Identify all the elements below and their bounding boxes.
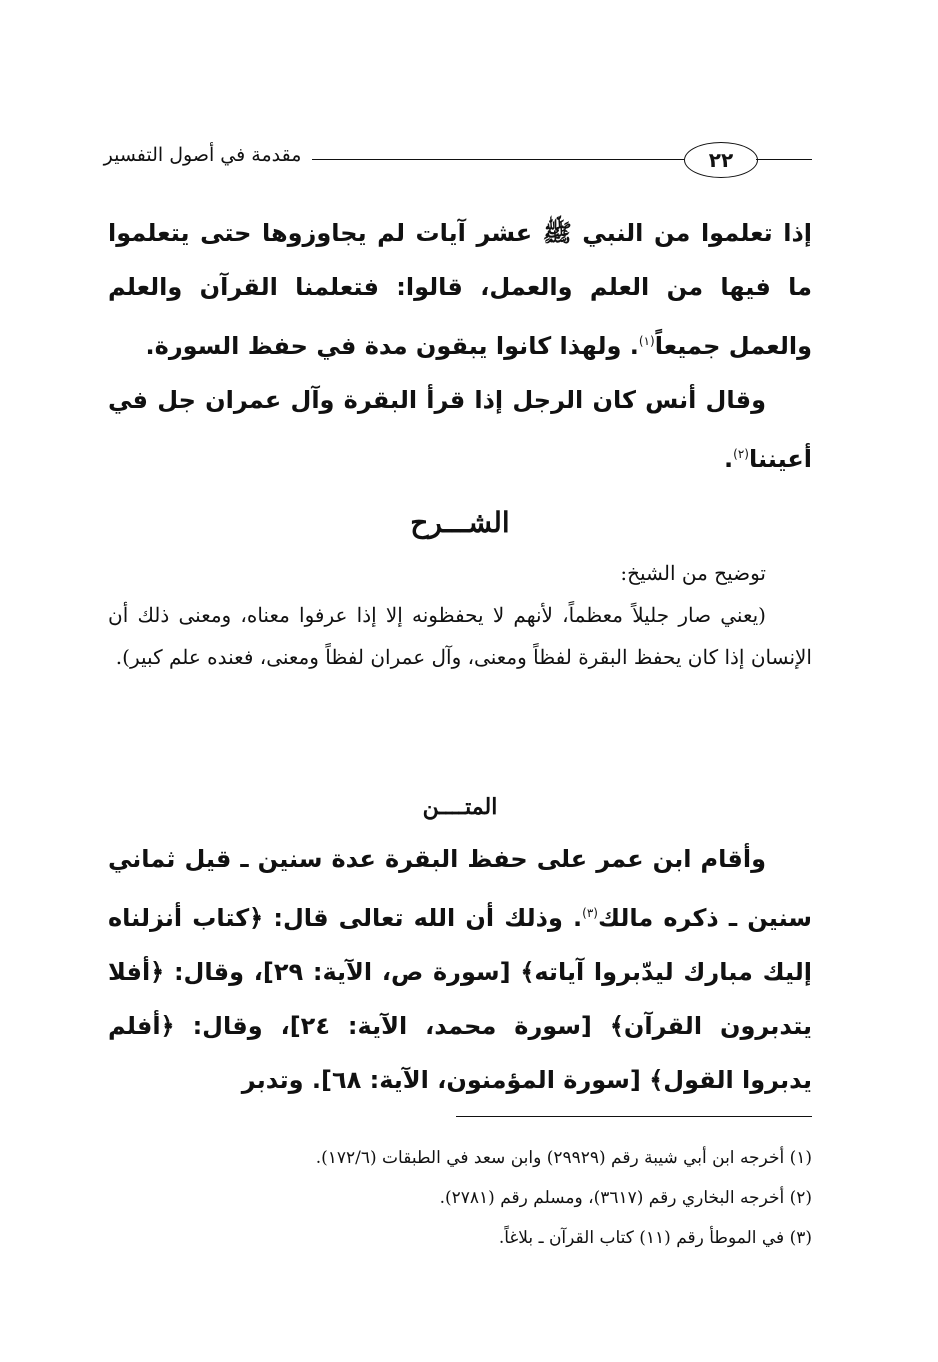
matn-paragraph-2: وقال أنس كان الرجل إذا قرأ البقرة وآل عمران جل في أعيننا$^{(٢)}$. bbox=[108, 386, 812, 473]
header-rule-left bbox=[312, 159, 684, 160]
matn-paragraph-1: إذا تعلموا من النبي ﷺ عشر آيات لم يجاوزوها حتى يتعلموا ما فيها من العلم والعمل، قالوا: فتعلمنا القرآن والعلم والعمل جميعاً$^{(١)}$. ولهذا كانوا يبقون مدة في حفظ السورة. bbox=[108, 219, 812, 360]
footnote-ref-1: (١) bbox=[638, 334, 655, 348]
matn-passage-2 bbox=[108, 832, 812, 1107]
running-title: مقدمة في أصول التفسير bbox=[103, 144, 302, 166]
sharh-passage bbox=[108, 552, 812, 678]
sharh-heading: الشـــرح bbox=[410, 506, 510, 539]
sharh-intro: توضيح من الشيخ: bbox=[620, 561, 766, 585]
sharh-body: (يعني صار جليلاً معظماً، لأنهم لا يحفظونه إلا إذا عرفوا معناه، ومعنى ذلك أن الإنسان إذا كان يحفظ البقرة لفظاً ومعنى، وآل عمران لفظاً ومعنى، فعنده علم كبير). bbox=[108, 603, 812, 669]
matn-heading: المتــــن bbox=[422, 794, 498, 820]
footnote-ref-3: (٣) bbox=[582, 906, 598, 920]
page-header bbox=[0, 140, 938, 180]
footnote-1: (١) أخرجه ابن أبي شيبة رقم (٢٩٩٢٩) وابن سعد في الطبقات (١٧٢/٦). bbox=[315, 1148, 812, 1168]
footnote-ref-2: (٢) bbox=[733, 447, 749, 461]
header-rule-right bbox=[756, 159, 812, 160]
footnotes bbox=[108, 1138, 812, 1258]
matn-passage-1 bbox=[108, 206, 812, 486]
footnote-separator bbox=[456, 1116, 812, 1117]
footnote-2: (٢) أخرجه البخاري رقم (٣٦١٧)، ومسلم رقم (٢٧٨١). bbox=[439, 1188, 812, 1208]
footnote-3: (٣) في الموطأ رقم (١١) كتاب القرآن ـ بلاغاً. bbox=[498, 1228, 812, 1248]
page-number: ٢٢ bbox=[684, 142, 758, 178]
matn-paragraph-3: وأقام ابن عمر على حفظ البقرة عدة سنين ـ قيل ثماني سنين ـ ذكره مالك$^{(٣)}$. وذلك أن الله تعالى قال: ﴿كتاب أنزلناه إليك مبارك ليدّبروا آياته﴾ [سورة ص، الآية: ٢٩]، وقال: ﴿أفلا يتدبرون القرآن﴾ [سورة محمد، الآية: ٢٤]، وقال: ﴿أفلم يدبروا القول﴾ [سورة المؤمنون، الآية: ٦٨]. وتدبر bbox=[108, 845, 813, 1094]
